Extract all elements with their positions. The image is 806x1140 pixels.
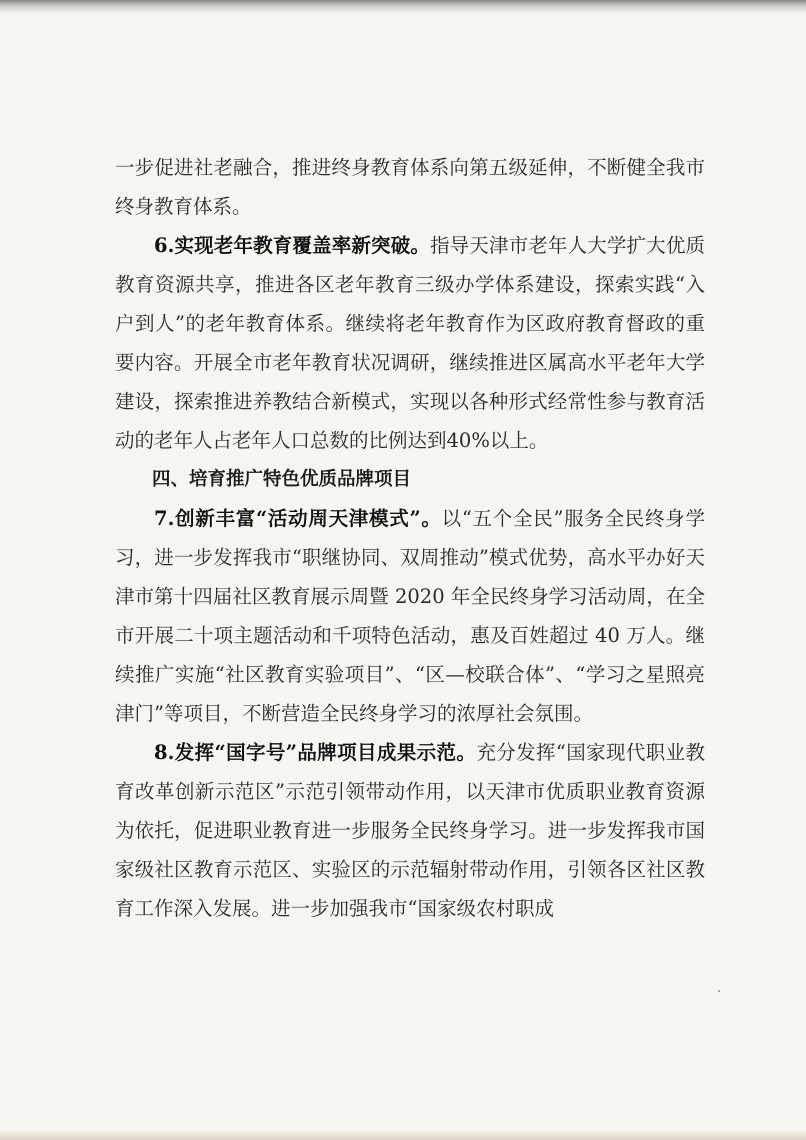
paragraph-text: 一步促进社老融合，推进终身教育体系向第五级延伸，不断健全我市终身教育体系。 xyxy=(115,156,705,218)
scan-bottom-edge xyxy=(0,1130,806,1140)
scan-top-edge xyxy=(0,0,806,14)
scan-speck xyxy=(718,990,720,992)
item-7-text: 以“五个全民”服务全民终身学习，进一步发挥我市“职继协同、双周推动”模式优势，高水平办好天津市第十四届社区教育展示周暨 2020 年全民终身学习活动周，在全市开展二十项主题活动和千项特色活动，惠及百姓超过 40 万人。继续推广实施“社区教育实验项目”、“区—校联合体”、“学习之星照亮津门”等项目，不断营造全民终身学习的浓厚社会氛围。 xyxy=(115,507,705,725)
item-6-text: 指导天津市老年人大学扩大优质教育资源共享，推进各区老年教育三级办学体系建设，探索实践“入户到人”的老年教育体系。继续将老年教育作为区政府教育督政的重要内容。开展全市老年教育状况调研，继续推进区属高水平老年大学建设，探索推进养教结合新模式，实现以各种形式经常性参与教育活动的老年人占老年人口总数的比例达到40%以上。 xyxy=(115,234,705,452)
item-6-title: 6.实现老年教育覆盖率新突破。 xyxy=(154,234,430,257)
item-8-title: 8.发挥“国字号”品牌项目成果示范。 xyxy=(154,741,477,764)
paragraph-item-7 xyxy=(115,499,705,733)
section-heading: 四、培育推广特色优质品牌项目 xyxy=(152,469,412,490)
paragraph-item-6 xyxy=(115,226,705,460)
paragraph-continuation xyxy=(115,148,705,226)
document-body xyxy=(115,148,705,928)
item-8-text: 充分发挥“国家现代职业教育改革创新示范区”示范引领带动作用，以天津市优质职业教育资源为依托，促进职业教育进一步服务全民终身学习。进一步发挥我市国家级社区教育示范区、实验区的示范辐射带动作用，引领各区社区教育工作深入发展。进一步加强我市“国家级农村职成 xyxy=(115,741,705,920)
paragraph-item-8 xyxy=(115,733,705,928)
item-7-title: 7.创新丰富“活动周天津模式”。 xyxy=(154,507,442,530)
